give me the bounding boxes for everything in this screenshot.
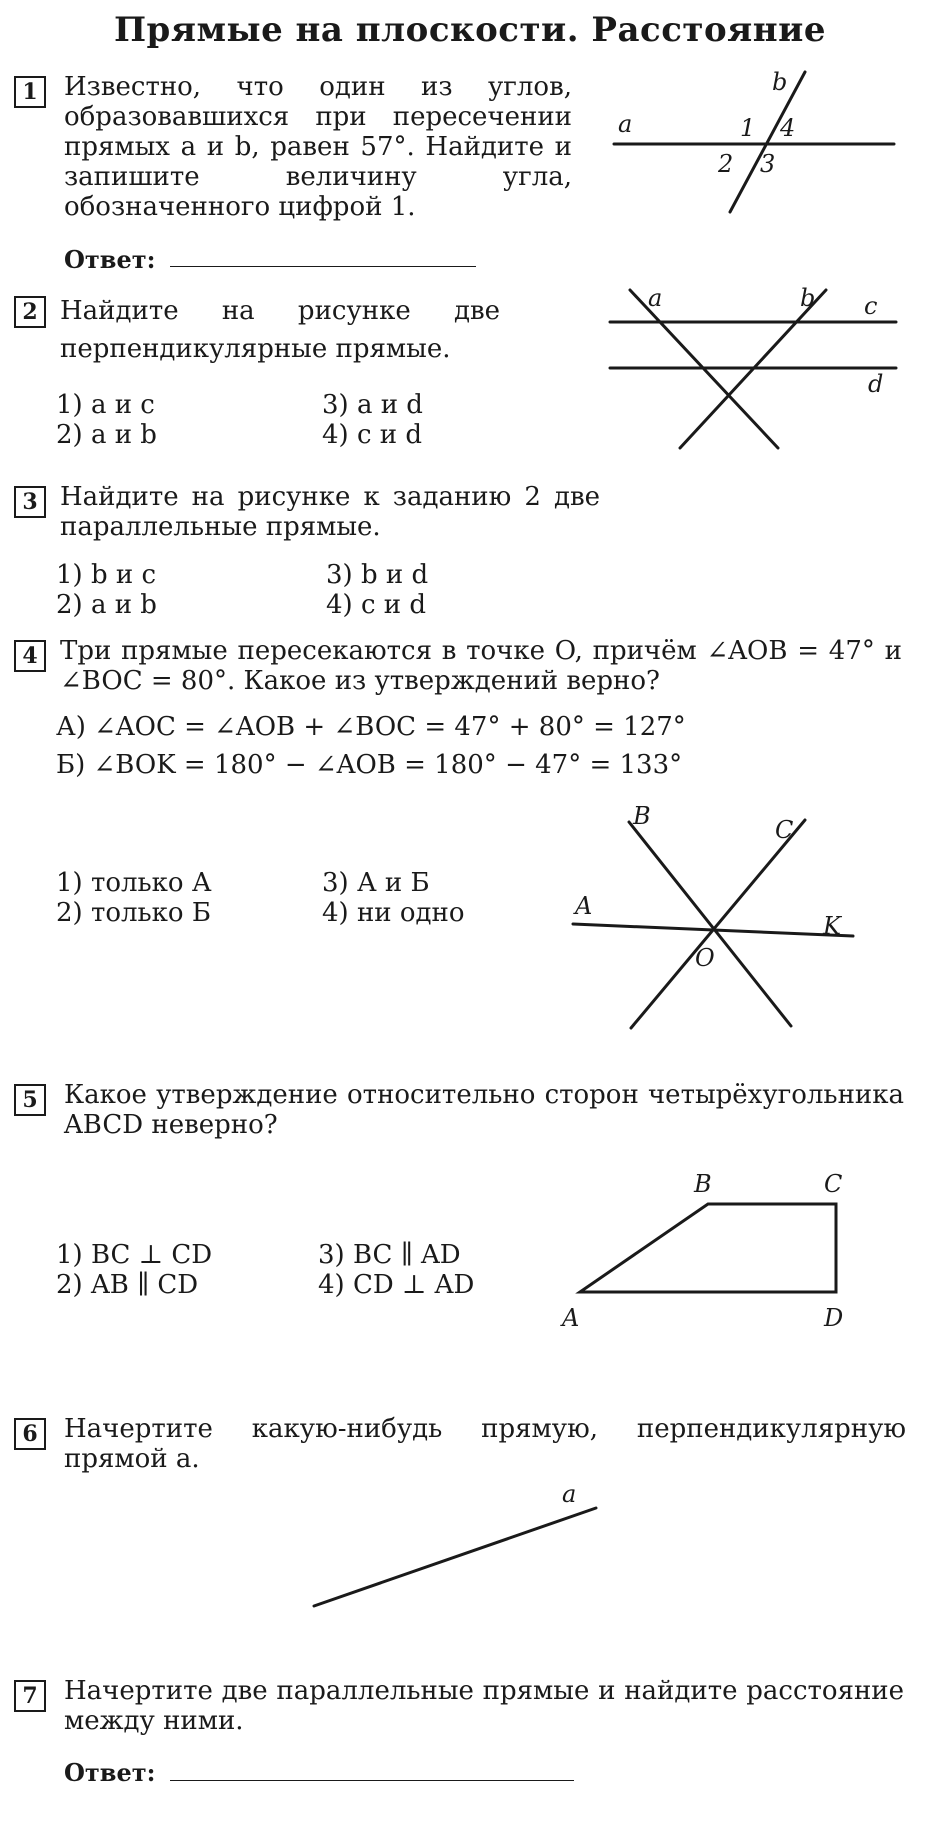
task-6-text: Начертите какую-нибудь прямую, перпендикулярную прямой a. [64, 1414, 906, 1474]
task-5-option-4[interactable]: 4) CD ⊥ AD [318, 1270, 475, 1300]
task-number-3: 3 [14, 486, 46, 518]
label-O: O [695, 944, 715, 972]
task-number-5: 5 [14, 1084, 46, 1116]
task-5-option-1[interactable]: 1) BC ⊥ CD [56, 1240, 213, 1270]
quadrilateral-abcd [580, 1204, 836, 1292]
task-3-option-2[interactable]: 2) a и b [56, 590, 157, 620]
task-4-statement-a: А) ∠AOC = ∠AOB + ∠BOC = 47° + 80° = 127° [56, 712, 686, 742]
task-3-option-1[interactable]: 1) b и c [56, 560, 157, 590]
task-2-option-1[interactable]: 1) a и c [56, 390, 155, 420]
task-2-option-2[interactable]: 2) a и b [56, 420, 157, 450]
task-3-text: Найдите на рисунке к заданию 2 две параллельные прямые. [60, 482, 600, 542]
task-7-text: Начертите две параллельные прямые и найдите расстояние между ними. [64, 1676, 904, 1736]
task-2-option-4[interactable]: 4) c и d [322, 420, 423, 450]
label-B: B [633, 802, 651, 830]
label-d: d [868, 370, 884, 398]
task-5-option-3[interactable]: 3) BC ∥ AD [318, 1240, 461, 1270]
angle-label-4: 4 [780, 114, 796, 142]
task-number-6: 6 [14, 1418, 46, 1450]
task-1-answer-label: Ответ: [64, 245, 156, 274]
label-A: A [562, 1304, 580, 1332]
label-D: D [824, 1304, 844, 1332]
label-B: B [694, 1170, 712, 1198]
task-number-2: 2 [14, 296, 46, 328]
angle-label-3: 3 [760, 150, 776, 178]
line-a [314, 1508, 596, 1606]
task-5-figure [560, 1166, 860, 1336]
label-K: K [823, 912, 841, 940]
task-number-7: 7 [14, 1680, 46, 1712]
task-4-figure [565, 800, 875, 1050]
line-b [730, 72, 805, 212]
task-4-option-2[interactable]: 2) только Б [56, 898, 211, 928]
task-3-option-3[interactable]: 3) b и d [326, 560, 429, 590]
task-1-figure [600, 62, 900, 222]
angle-label-2: 2 [718, 150, 734, 178]
label-a: a [562, 1480, 577, 1508]
task-7-answer-line[interactable] [170, 1780, 574, 1781]
task-1-answer-line[interactable] [170, 266, 476, 267]
task-3-option-4[interactable]: 4) c и d [326, 590, 427, 620]
task-2-text: Найдите на рисунке две перпендикулярные прямые. [60, 296, 500, 364]
line-co [631, 820, 805, 1028]
label-a: a [618, 110, 633, 138]
task-1-text: Известно, что один из углов, образовавшихся при пересечении прямых a и b, равен 57°. Найдите и запишите величину угла, обозначенного цифрой 1. [64, 72, 572, 222]
task-number-1: 1 [14, 76, 46, 108]
label-C: C [824, 1170, 843, 1198]
label-C: C [775, 816, 794, 844]
task-number-4: 4 [14, 640, 46, 672]
task-5-text: Какое утверждение относительно сторон четырёхугольника ABCD неверно? [64, 1080, 904, 1140]
task-2-figure [600, 280, 910, 460]
task-4-option-3[interactable]: 3) А и Б [322, 868, 430, 898]
label-b: b [800, 284, 816, 312]
task-4-option-4[interactable]: 4) ни одно [322, 898, 465, 928]
angle-label-1: 1 [740, 114, 756, 142]
task-6-figure[interactable] [300, 1480, 620, 1620]
line-bo [629, 822, 791, 1026]
task-7-answer-label: Ответ: [64, 1758, 156, 1787]
task-4-text: Три прямые пересекаются в точке O, причём ∠AOB = 47° и ∠BOC = 80°. Какое из утверждений верно? [60, 636, 902, 696]
label-A: A [575, 892, 593, 920]
page-title: Прямые на плоскости. Расстояние [113, 10, 827, 50]
task-4-statement-b: Б) ∠BOK = 180° − ∠AOB = 180° − 47° = 133° [56, 750, 683, 780]
task-4-option-1[interactable]: 1) только А [56, 868, 212, 898]
task-2-option-3[interactable]: 3) a и d [322, 390, 423, 420]
label-a: a [648, 284, 663, 312]
label-c: c [864, 292, 878, 320]
label-b: b [772, 68, 788, 96]
task-5-option-2[interactable]: 2) AB ∥ CD [56, 1270, 199, 1300]
